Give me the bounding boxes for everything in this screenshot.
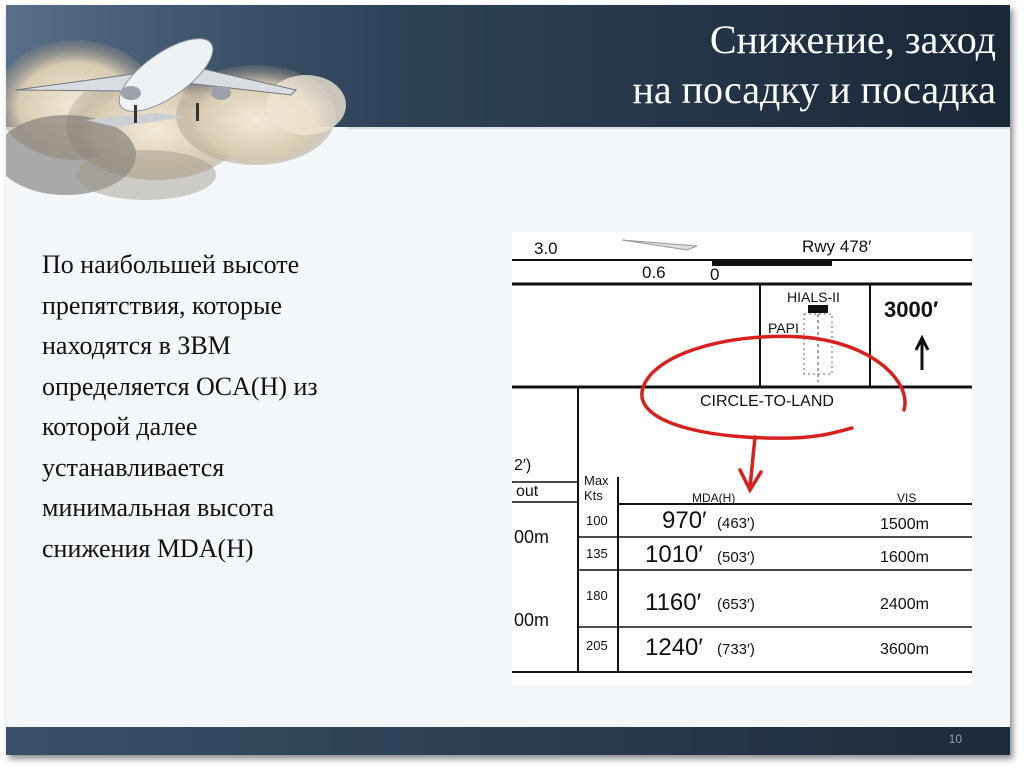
airplane-image — [6, 5, 346, 205]
left-fragment-3: 00m — [514, 527, 550, 547]
row-3-vis: 2400m — [880, 596, 929, 613]
max-kts-header: Max Kts — [584, 473, 609, 503]
slide — [6, 5, 1010, 755]
row-1-kts: 100 — [586, 513, 608, 528]
zero-label: 0 — [710, 265, 720, 284]
glide-angle-label: 3.0 — [534, 239, 558, 258]
red-annotation — [642, 336, 905, 490]
row-3-height: (653′) — [717, 596, 755, 613]
row-2-height: (503′) — [717, 549, 755, 566]
row-1-mda: 970′ — [662, 507, 707, 534]
red-arrow-icon — [750, 437, 755, 487]
row-4-height: (733′) — [717, 641, 755, 658]
runway-label: Rwy 478′ — [802, 237, 872, 256]
slide-title: Снижение, заход на посадку и посадка — [632, 17, 996, 112]
up-arrow-icon — [916, 338, 928, 370]
mda-header: MDA(H) — [692, 491, 736, 505]
row-4-vis: 3600m — [880, 641, 929, 658]
row-1-height: (463′) — [717, 515, 755, 532]
approach-chart — [512, 232, 972, 685]
row-2-mda: 1010′ — [645, 541, 703, 568]
row-4-mda: 1240′ — [645, 634, 703, 661]
lighting-section — [512, 284, 972, 387]
distance-label: 0.6 — [642, 263, 666, 282]
papi-label: PAPI — [768, 320, 799, 336]
title-divider — [346, 127, 1010, 129]
lighting-label: HIALS-II — [787, 289, 840, 305]
row-2-vis: 1600m — [880, 549, 929, 566]
minima-table — [512, 387, 972, 672]
row-3-kts: 180 — [586, 588, 608, 603]
page-number: 10 — [948, 732, 962, 746]
row-1-vis: 1500m — [880, 516, 929, 533]
profile-view — [512, 232, 972, 284]
row-2-kts: 135 — [586, 546, 608, 561]
body-text: По наибольшей высоте препятствия, которые находятся в ЗВМ определяется OCA(H) из которой далее устанавливается минимальная высота снижения MDA(H) — [42, 250, 318, 563]
vis-header: VIS — [897, 491, 917, 505]
circle-to-land-label: CIRCLE-TO-LAND — [700, 393, 834, 410]
altitude-label: 3000′ — [884, 297, 939, 322]
left-fragment-2: out — [516, 483, 539, 500]
left-fragment-1: 2′) — [514, 457, 532, 474]
footer-band — [6, 727, 1010, 755]
row-3-mda: 1160′ — [645, 589, 702, 616]
left-fragment-4: 00m — [514, 610, 550, 630]
row-4-kts: 205 — [586, 638, 608, 653]
